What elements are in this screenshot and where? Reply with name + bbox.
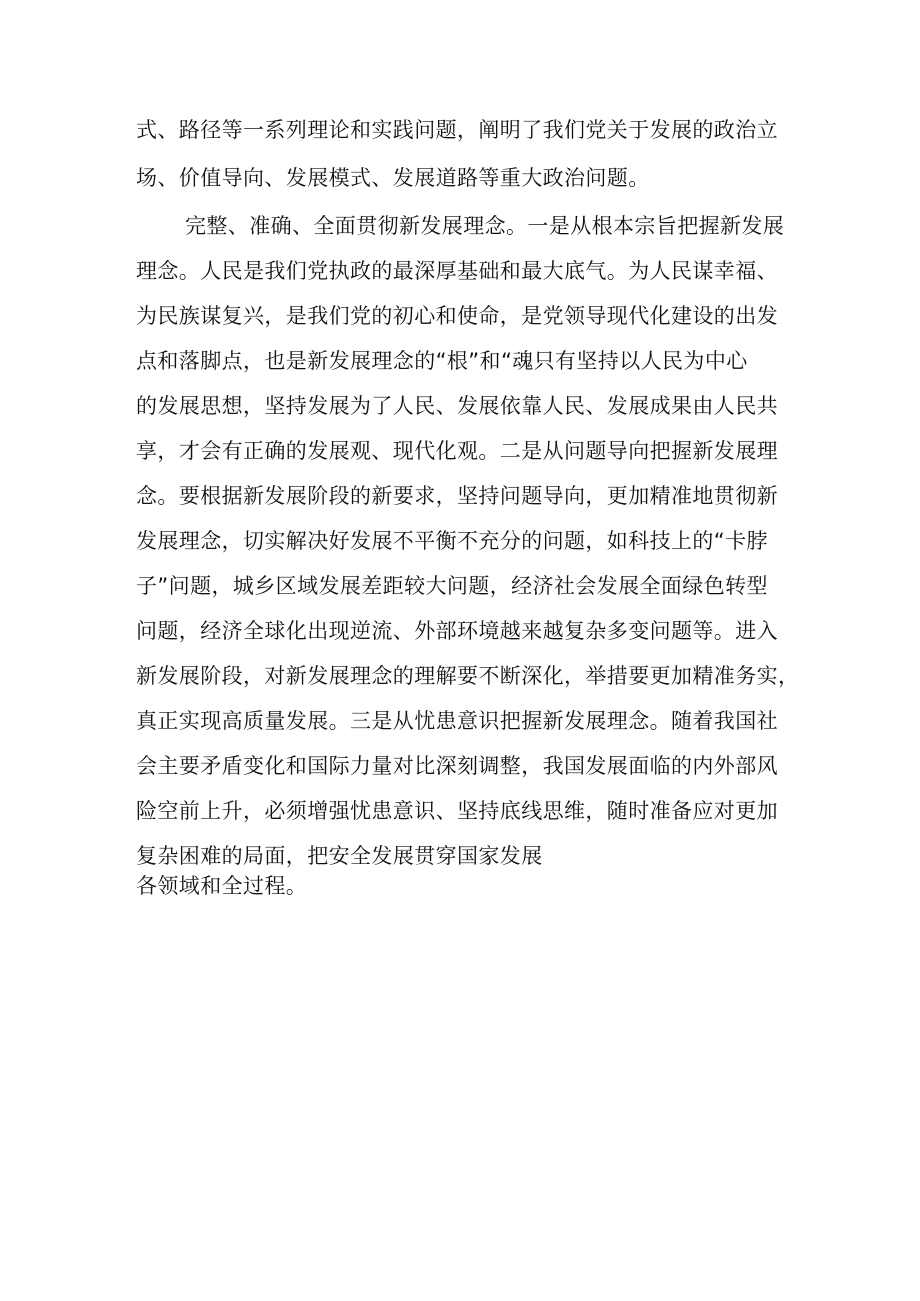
text-line-2: 场、价值导向、发展模式、发展道路等重大政治问题。 — [136, 166, 650, 190]
text-line-1: 式、路径等一系列理论和实践问题，阐明了我们党关于发展的政治立 — [136, 118, 778, 142]
text-line-15: 会主要矛盾变化和国际力量对比深刻调整，我国发展面临的内外部风 — [136, 754, 778, 778]
text-line-16: 险空前上升，必须增强忧患意识、坚持底线思维，随时准备应对更加 — [136, 799, 778, 823]
text-line-12: 问题，经济全球化出现逆流、外部环境越来越复杂多变问题等。进入 — [136, 619, 778, 643]
text-line-4: 理念。人民是我们党执政的最深厚基础和最大底气。为人民谋幸福、 — [136, 259, 778, 283]
text-line-11: 子”问题，城乡区域发展差距较大问题，经济社会发展全面绿色转型 — [136, 574, 768, 598]
text-line-13: 新发展阶段，对新发展理念的理解要不断深化，举措要更加精准务实， — [136, 664, 800, 688]
text-line-10: 发展理念，切实解决好发展不平衡不充分的问题，如科技上的“卡脖 — [136, 529, 768, 553]
text-line-17: 复杂困难的局面，把安全发展贯穿国家发展 — [136, 844, 543, 868]
text-line-7: 的发展思想，坚持发展为了人民、发展依靠人民、发展成果由人民共 — [136, 394, 778, 418]
text-line-8: 享，才会有正确的发展观、现代化观。二是从问题导向把握新发展理 — [136, 439, 778, 463]
text-line-14: 真正实现高质量发展。三是从忧患意识把握新发展理念。随着我国社 — [136, 709, 778, 733]
paragraph-start-line: 完整、准确、全面贯彻新发展理念。一是从根本宗旨把握新发展 — [185, 214, 785, 238]
text-line-6: 点和落脚点，也是新发展理念的“根”和“魂只有坚持以人民为中心 — [136, 349, 748, 373]
text-line-9: 念。要根据新发展阶段的新要求，坚持问题导向，更加精准地贯彻新 — [136, 484, 778, 508]
text-line-18: 各领域和全过程。 — [136, 874, 308, 898]
text-line-5: 为民族谋复兴，是我们党的初心和使命，是党领导现代化建设的出发 — [136, 304, 778, 328]
